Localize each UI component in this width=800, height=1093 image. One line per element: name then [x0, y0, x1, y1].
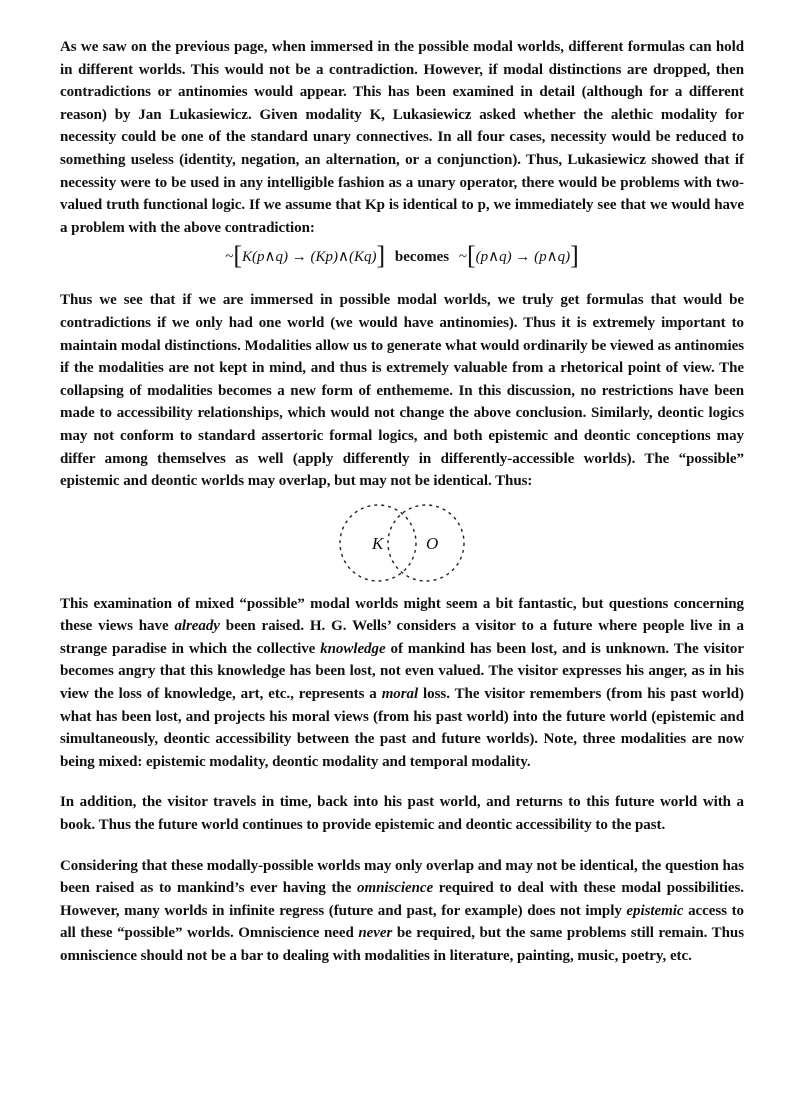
formula-right-expression: (p∧q) → (p∧q)	[475, 249, 571, 266]
paragraph-5-text-c: access to all these “possible” worlds. Omniscience need	[60, 902, 744, 942]
paragraph-5-text-a: Considering that these modally-possible worlds may only overlap and may not be identical, the question has been raised as to mankind’s ever having the	[60, 857, 744, 897]
paragraph-5-emphasis-omniscience: omniscience	[357, 880, 434, 897]
paragraph-5-emphasis-never: never	[358, 925, 393, 942]
formula-line	[60, 241, 744, 271]
formula-tilde-left: ~	[225, 249, 234, 266]
formula-bracket-close: ]	[376, 241, 386, 271]
paragraph-1: As we saw on the previous page, when immersed in the possible modal worlds, different formulas can hold in different worlds. This would not be a contradiction. However, if modal distinctions are dropped, then contradictions or antinomies would appear. This has been examined in detail (although for a different reason) by Jan Lukasiewicz. Given modality K, Lukasiewicz asked whether the alethic modality for necessity could be one of the standard unary connectives. In all four cases, necessity would be reduced to something useless (identity, negation, an alternation, or a conjunction). Thus, Lukasiewicz showed that if necessity were to be used in any intelligible fashion as a unary operator, there would be problems with two-valued truth functional logic. If we assume that Kp is identical to p, we immediately see that we would have a problem with the above contradiction:	[60, 39, 744, 236]
paragraph-3-text-b: been raised. H. G. Wells’ considers a visitor to a future where people live in a strange paradise in which the collective	[60, 618, 744, 657]
paragraph-3-text-d: loss. The visitor remembers (from his past world) what has been lost, and projects his moral views (from his past world) into the future world (epistemic and simultaneously, deontic accessibility between the past and future worlds). Note, three modalities are now being mixed: epistemic modality, deontic modality and temporal modality.	[60, 686, 744, 770]
venn-diagram	[322, 501, 482, 585]
formula-tilde-right: ~	[458, 249, 467, 266]
paragraph-3-emphasis-knowledge: knowledge	[320, 640, 386, 657]
venn-label-o: O	[426, 533, 439, 553]
paragraph-gap	[60, 837, 744, 855]
paragraph-3-emphasis-already: already	[174, 618, 220, 635]
formula-bracket-open-2: [	[466, 241, 476, 271]
formula-bracket-close-2: ]	[570, 241, 579, 271]
paragraph-5-text-d: be required, but the same problems still remain. Thus omniscience should not be a bar to dealing with modalities in literature, painting, music, poetry, etc.	[60, 925, 744, 964]
paragraph-5-text-b: required to deal with these modal possibilities. However, many worlds in infinite regress (future and past, for example) does not imply	[60, 880, 744, 919]
paragraph-5-emphasis-epistemic: epistemic	[626, 902, 684, 919]
formula-left-expression: K(p∧q) → (Kp)∧(Kq)	[242, 249, 377, 266]
paragraph-3-emphasis-moral: moral	[381, 686, 419, 703]
paragraph-2: Thus we see that if we are immersed in possible modal worlds, we truly get formulas that would be contradictions if we only had one world (we would have antinomies). Thus it is extremely important to maintain modal distinctions. Modalities allow us to generate what would ordinarily be viewed as antinomies if the modalities are not kept in mind, and thus is extremely valuable from a rhetorical point of view. The collapsing of modalities becomes a new form of enthememe. In this discussion, no restrictions have been made to accessibility relationships, which would not change the above conclusion. Similarly, deontic logics may not conform to standard assertoric formal logics, and both epistemic and deontic conceptions may differ among themselves as well (apply differently in differently-accessible worlds). The “possible” epistemic and deontic worlds may overlap, but may not be identical. Thus:	[60, 292, 744, 490]
paragraph-3	[60, 593, 744, 774]
paragraph-3-text-a: This examination of mixed “possible” modal worlds might seem a bit fantastic, but questions concerning these views have	[60, 595, 744, 635]
paragraph-gap	[60, 773, 744, 791]
venn-label-k: K	[372, 533, 384, 553]
paragraph-3-text-c: of mankind has been lost, and is unknown. The visitor becomes angry that this knowledge has been lost, not even valued. The visitor expresses his anger, as in his view the loss of knowledge, art, etc., represents a	[60, 640, 744, 703]
paragraph-5	[60, 855, 744, 968]
formula-bracket-open: [	[233, 241, 243, 271]
formula-keyword: becomes	[394, 249, 450, 266]
paragraph-4: In addition, the visitor travels in time, back into his past world, and returns to this future world with a book. Thus the future world continues to provide epistemic and deontic accessibility to the past.	[60, 794, 744, 834]
